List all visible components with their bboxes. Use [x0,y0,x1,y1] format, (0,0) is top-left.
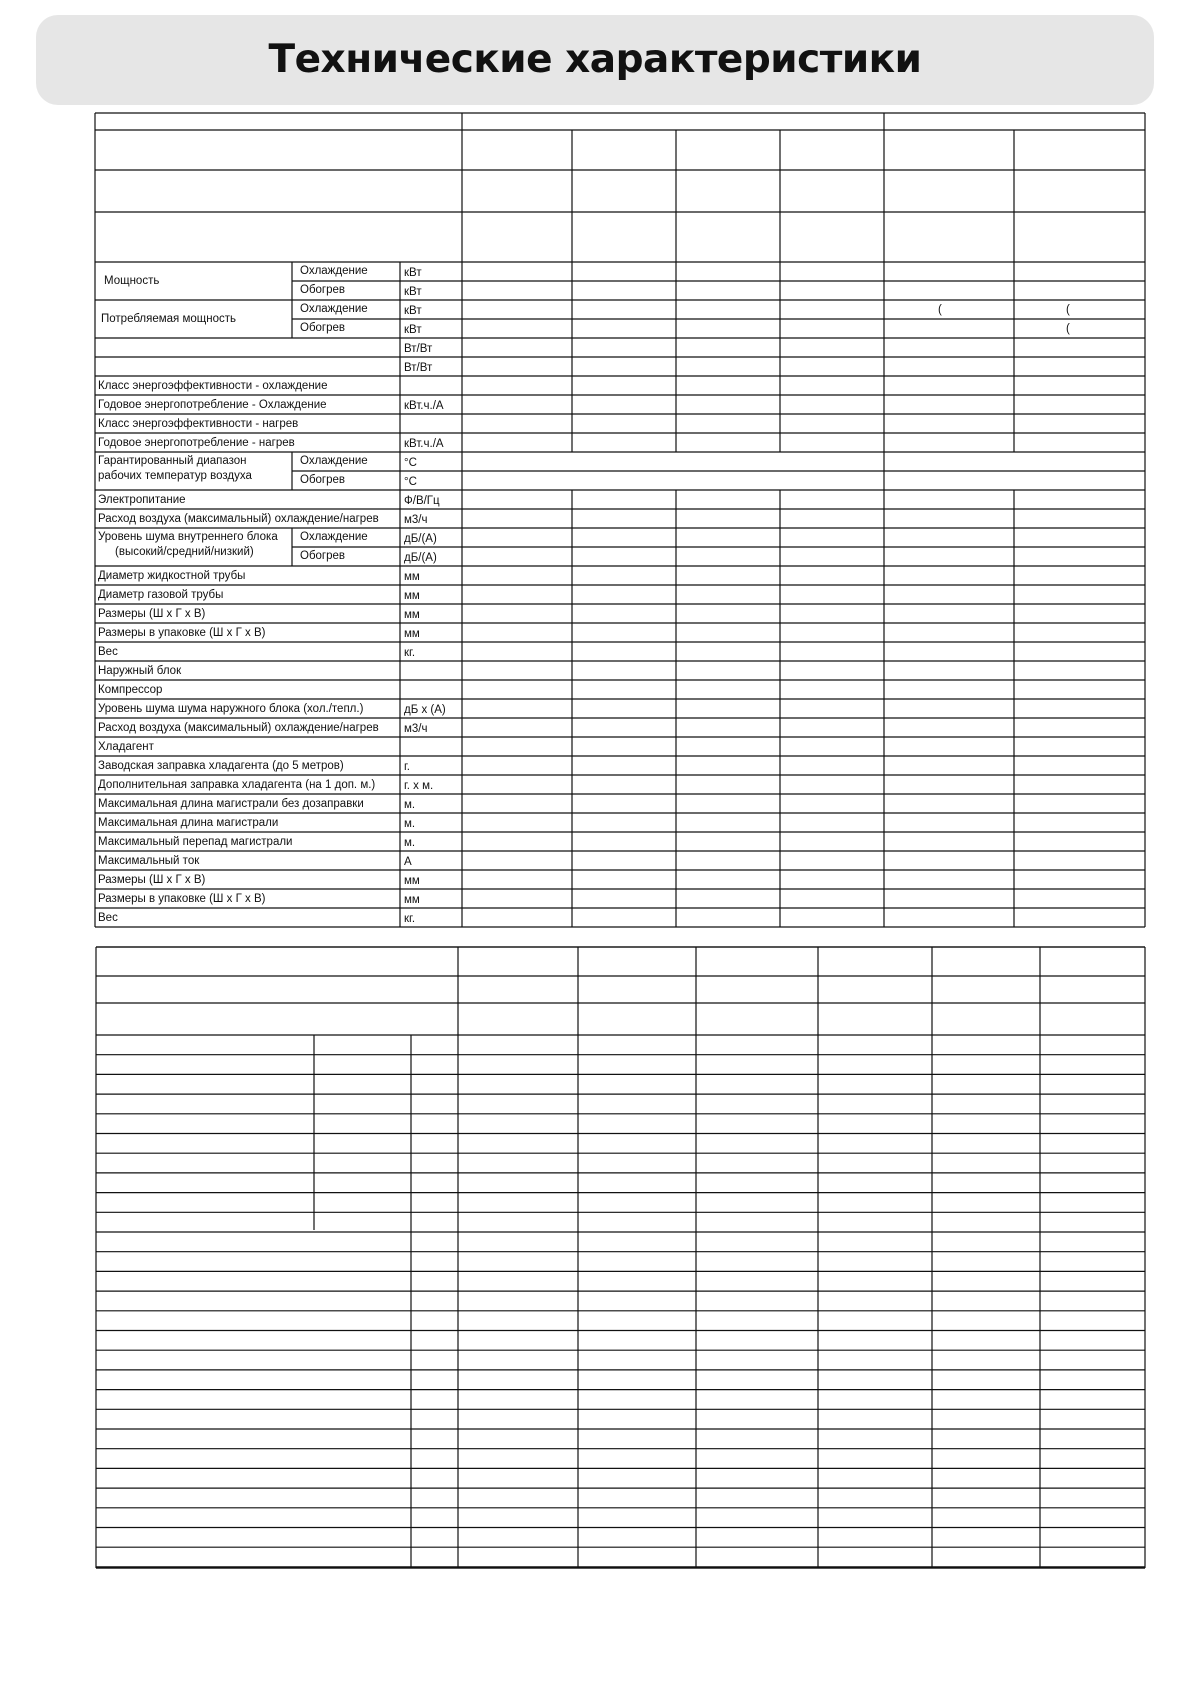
row-unit: дБ х (А) [404,704,446,716]
row-label: Максимальный перепад магистрали [98,836,293,848]
row-unit: дБ/(А) [404,533,437,545]
row-sublabel: Обогрев [300,550,346,562]
row-unit: А [404,856,412,868]
row-label: Компрессор [98,684,163,696]
row-label: Расход воздуха (максимальный) охлаждение/нагрев [98,513,379,525]
row-unit: °C [404,476,417,488]
row-label: Наружный блок [98,665,182,677]
row-unit: м. [404,818,416,830]
row-unit: дБ/(А) [404,552,437,564]
row-unit: м3/ч [404,514,428,526]
row-unit: мм [404,590,420,602]
row-label: Диаметр газовой трубы [98,589,224,601]
row-unit: мм [404,628,420,640]
row-label: Класс энергоэффективности - охлаждение [98,380,328,392]
row-group-label: Потребляемая мощность [101,313,236,325]
row-label: Уровень шума шума наружного блока (хол./тепл.) [98,703,364,715]
row-unit: кг. [404,913,416,925]
row-group-label: (высокий/средний/низкий) [115,546,254,558]
row-sublabel: Охлаждение [300,265,368,277]
row-unit: м3/ч [404,723,428,735]
row-label: Хладагент [98,741,154,753]
row-sublabel: Охлаждение [300,531,368,543]
row-unit: кВт [404,286,422,298]
row-label: Вес [98,646,118,658]
row-unit: г. [404,761,410,773]
row-label: Заводская заправка хладагента (до 5 метров) [98,760,344,772]
row-sublabel: Охлаждение [300,303,368,315]
row-unit: °C [404,457,417,469]
row-label: Годовое энергопотребление - нагрев [98,437,295,449]
row-group-label: Гарантированный диапазон [98,455,247,467]
row-unit: кВт [404,305,422,317]
row-label: Годовое энергопотребление - Охлаждение [98,399,327,411]
row-sublabel: Обогрев [300,284,346,296]
row-unit: мм [404,875,420,887]
row-unit: кг. [404,647,416,659]
row-unit: м. [404,837,416,849]
stray-mark: ( [1066,304,1070,316]
row-group-label: Уровень шума внутреннего блока [98,531,278,543]
row-unit: Ф/В/Гц [404,495,440,507]
row-unit: мм [404,609,420,621]
row-label: Расход воздуха (максимальный) охлаждение/нагрев [98,722,379,734]
row-label: Вес [98,912,118,924]
row-label: Класс энергоэффективности - нагрев [98,418,299,430]
row-label: Размеры в упаковке (Ш х Г х В) [98,627,266,639]
row-unit: кВт.ч./А [404,438,444,450]
row-label: Диаметр жидкостной трубы [98,570,246,582]
row-unit: мм [404,894,420,906]
row-unit: г. х м. [404,780,434,792]
row-label: Дополнительная заправка хладагента (на 1 доп. м.) [98,779,376,791]
row-sublabel: Обогрев [300,322,346,334]
row-unit: Вт/Вт [404,343,433,355]
row-sublabel: Охлаждение [300,455,368,467]
row-label: Максимальный ток [98,855,200,867]
row-label: Максимальная длина магистрали [98,817,279,829]
row-label: Размеры в упаковке (Ш х Г х В) [98,893,266,905]
row-unit: Вт/Вт [404,362,433,374]
row-unit: кВт.ч./А [404,400,444,412]
stray-mark: ( [938,304,942,316]
row-unit: кВт [404,267,422,279]
page-title: Технические характеристики [268,37,922,82]
row-label: Размеры (Ш х Г х В) [98,874,206,886]
row-group-label: Мощность [104,275,160,287]
row-unit: мм [404,571,420,583]
row-group-label: рабочих температур воздуха [98,470,252,482]
stray-mark: ( [1066,323,1070,335]
row-label: Электропитание [98,494,186,506]
row-label: Размеры (Ш х Г х В) [98,608,206,620]
row-label: Максимальная длина магистрали без дозаправки [98,798,364,810]
row-unit: м. [404,799,416,811]
row-unit: кВт [404,324,422,336]
row-sublabel: Обогрев [300,474,346,486]
